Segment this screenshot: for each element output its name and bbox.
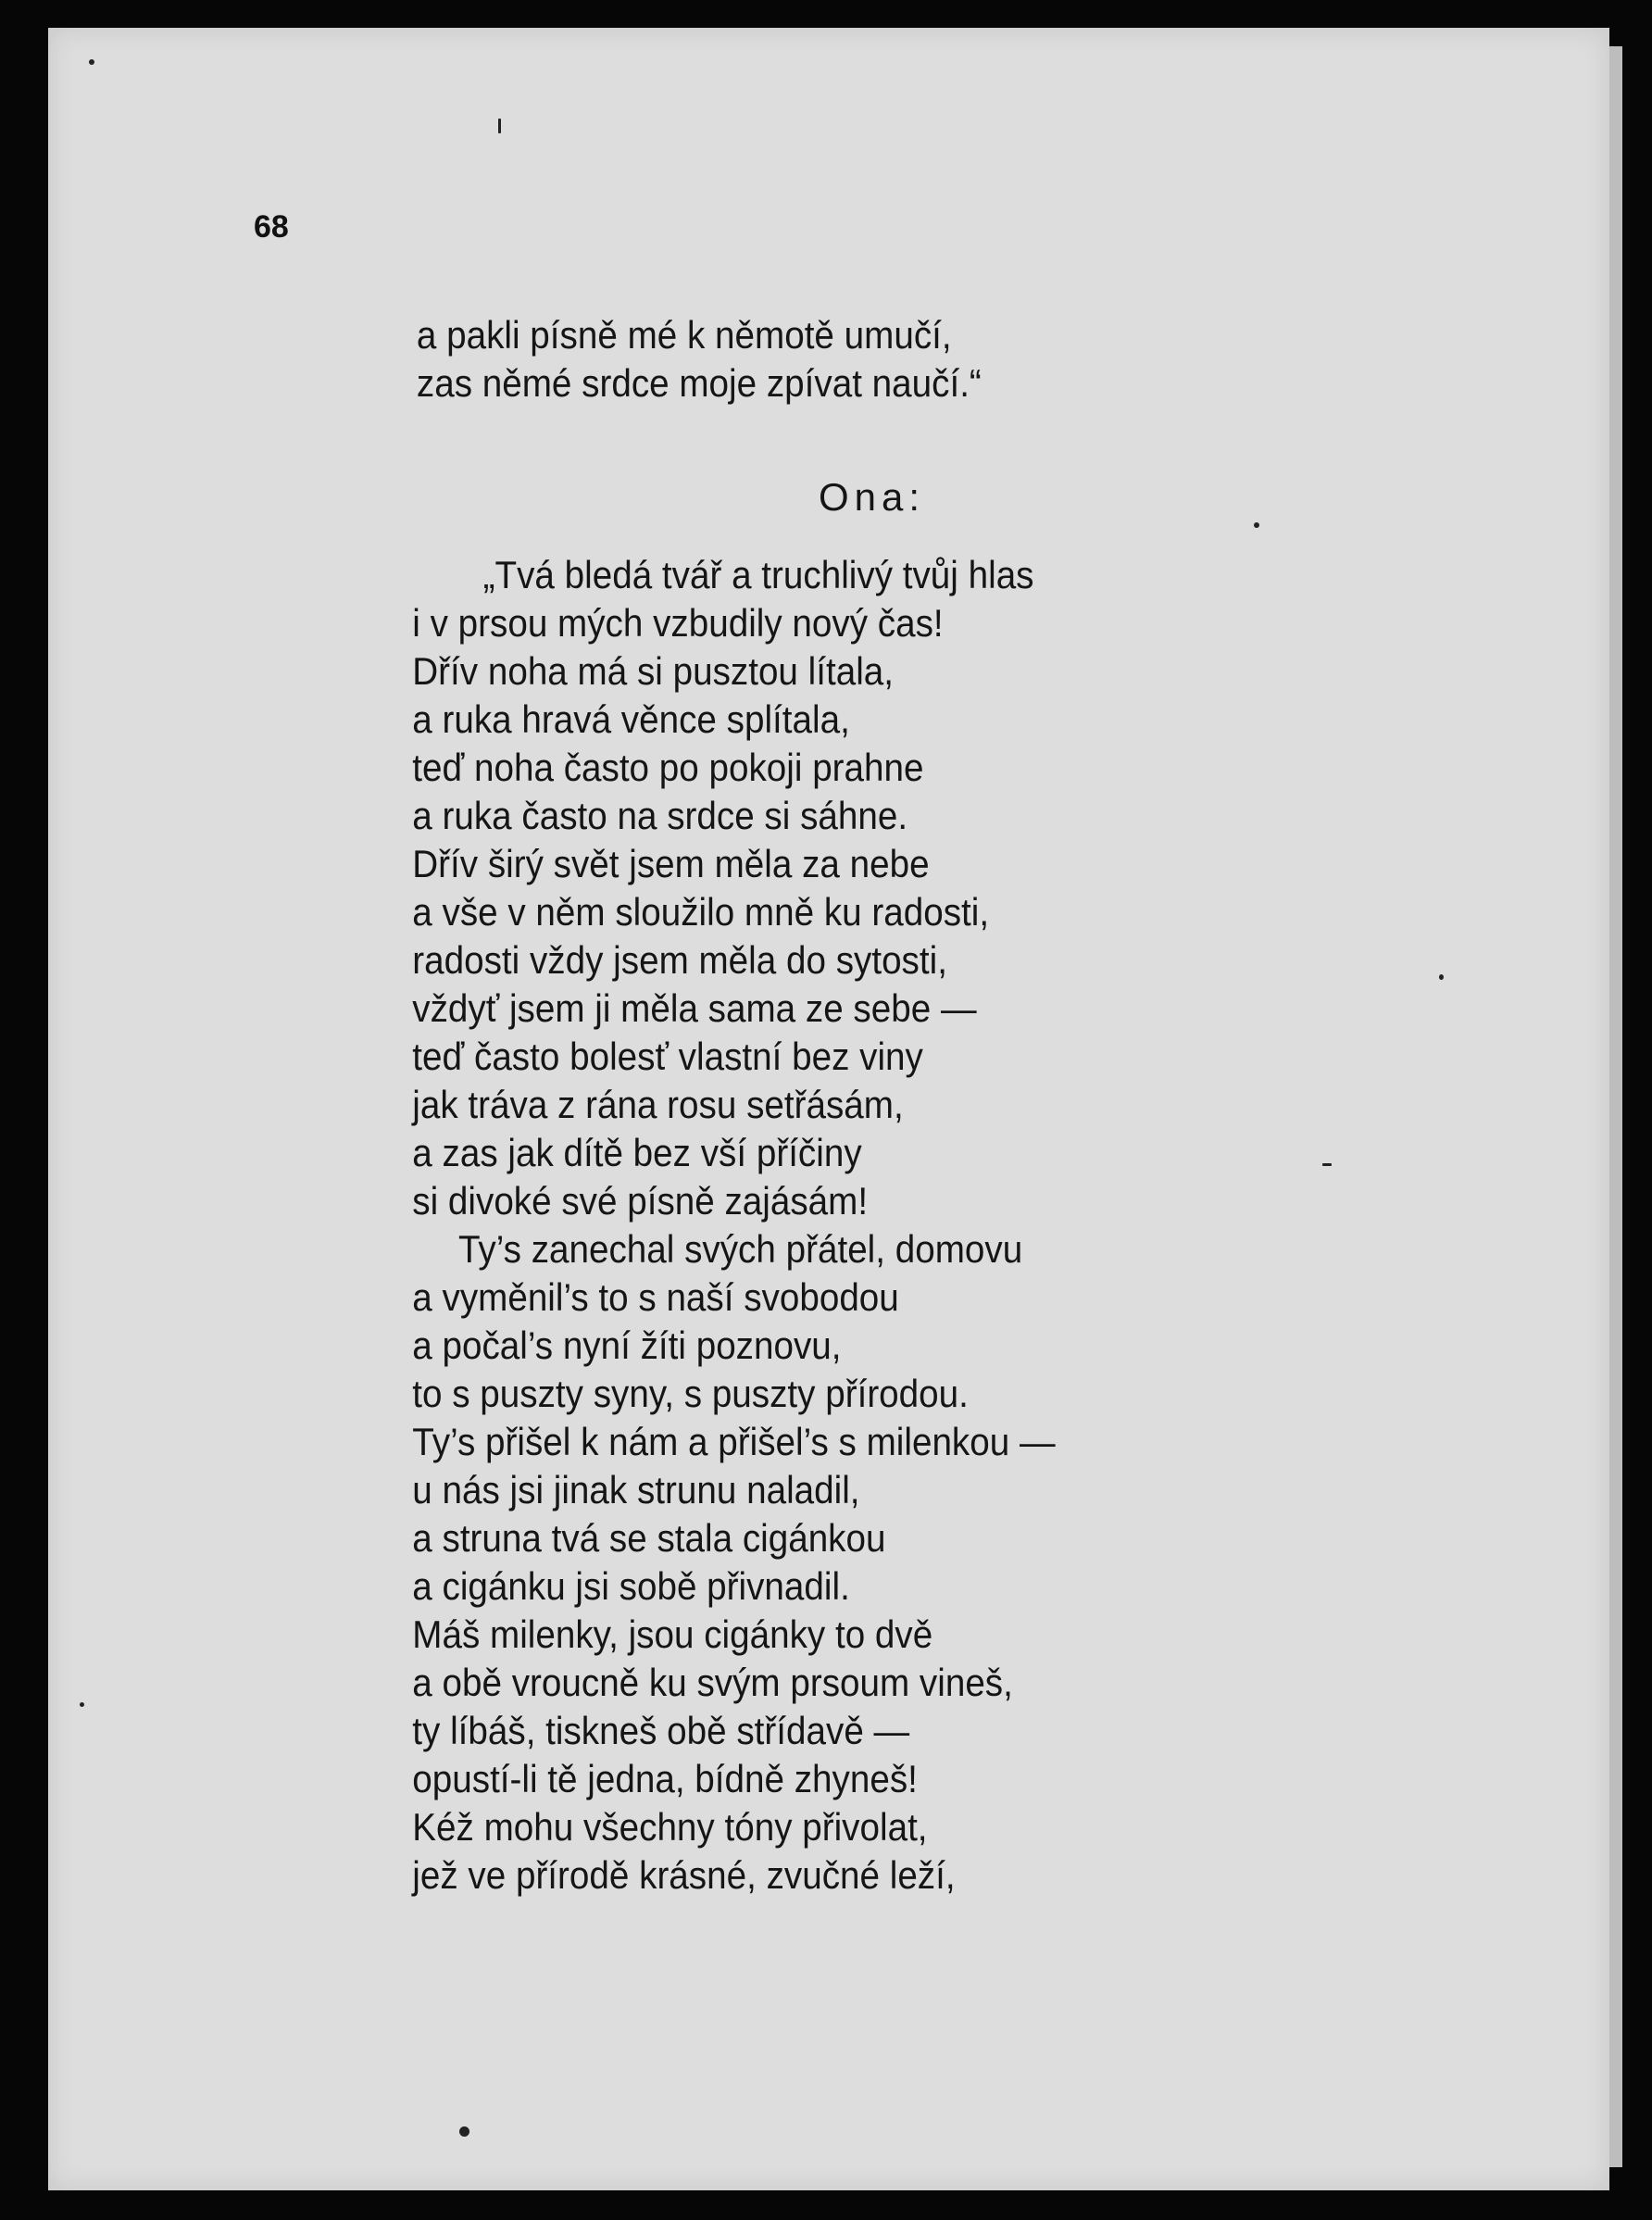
poem-line: a ruka často na srdce si sáhne. bbox=[412, 794, 908, 837]
poem-line: i v prsou mých vzbudily nový čas! bbox=[412, 601, 944, 645]
ink-speck bbox=[1322, 1163, 1332, 1166]
ink-speck bbox=[1439, 974, 1444, 980]
ink-speck bbox=[89, 59, 94, 65]
poem-line: a vše v něm sloužilo mně ku radosti, bbox=[412, 890, 990, 934]
poem-line: vždyť jsem ji měla sama ze sebe — bbox=[412, 986, 977, 1030]
poem-line: Dřív noha má si pusztou lítala, bbox=[412, 649, 895, 693]
poem-line: opustí-li tě jedna, bídně zhyneš! bbox=[412, 1757, 918, 1800]
poem-line: u nás jsi jinak strunu naladil, bbox=[412, 1468, 860, 1511]
poem-line: jak tráva z rána rosu setřásám, bbox=[412, 1083, 904, 1126]
poem-line: a cigánku jsi sobě přivnadil. bbox=[412, 1564, 850, 1608]
poem-line: Ty’s přišel k nám a přišel’s s milenkou — bbox=[412, 1420, 1056, 1463]
ink-speck bbox=[1254, 522, 1259, 528]
poem-line: „Tvá bledá tvář a truchlivý tvůj hlas bbox=[482, 553, 1034, 596]
poem-line: a pakli písně mé k němotě umučí, bbox=[416, 313, 952, 357]
poem-line: zas němé srdce moje zpívat naučí.“ bbox=[416, 361, 982, 405]
poem-line: Máš milenky, jsou cigánky to dvě bbox=[412, 1612, 933, 1656]
speaker-heading: Ona: bbox=[819, 475, 926, 519]
poem-line: teď často bolesť vlastní bez viny bbox=[412, 1035, 923, 1078]
poem-line: a obě vroucně ku svým prsoum vineš, bbox=[412, 1661, 1013, 1704]
poem-line: a počal’s nyní žíti poznovu, bbox=[412, 1323, 842, 1367]
page-edge bbox=[1609, 46, 1622, 2167]
poem-line: teď noha často po pokoji prahne bbox=[412, 746, 924, 789]
poem-line: Dřív širý svět jsem měla za nebe bbox=[412, 842, 930, 885]
poem-line: radosti vždy jsem měla do sytosti, bbox=[412, 938, 947, 982]
poem-line: to s puszty syny, s puszty přírodou. bbox=[412, 1372, 969, 1415]
poem-line: a ruka hravá věnce splítala, bbox=[412, 697, 850, 741]
ink-speck bbox=[80, 1702, 84, 1707]
ink-speck bbox=[459, 2126, 469, 2137]
ink-speck bbox=[498, 119, 501, 133]
poem-line: ty líbáš, tiskneš obě střídavě — bbox=[412, 1709, 910, 1752]
poem-line: Kéž mohu všechny tóny přivolat, bbox=[412, 1805, 928, 1849]
poem-line: a zas jak dítě bez vší příčiny bbox=[412, 1131, 862, 1174]
poem-line: si divoké své písně zajásám! bbox=[412, 1179, 869, 1223]
poem-line: a vyměnil’s to s naší svobodou bbox=[412, 1275, 899, 1319]
poem-line: jež ve přírodě krásné, zvučné leží, bbox=[412, 1853, 956, 1897]
poem-line: Ty’s zanechal svých přátel, domovu bbox=[457, 1227, 1023, 1271]
poem-line: a struna tvá se stala cigánkou bbox=[412, 1516, 886, 1560]
page-number: 68 bbox=[254, 209, 289, 245]
